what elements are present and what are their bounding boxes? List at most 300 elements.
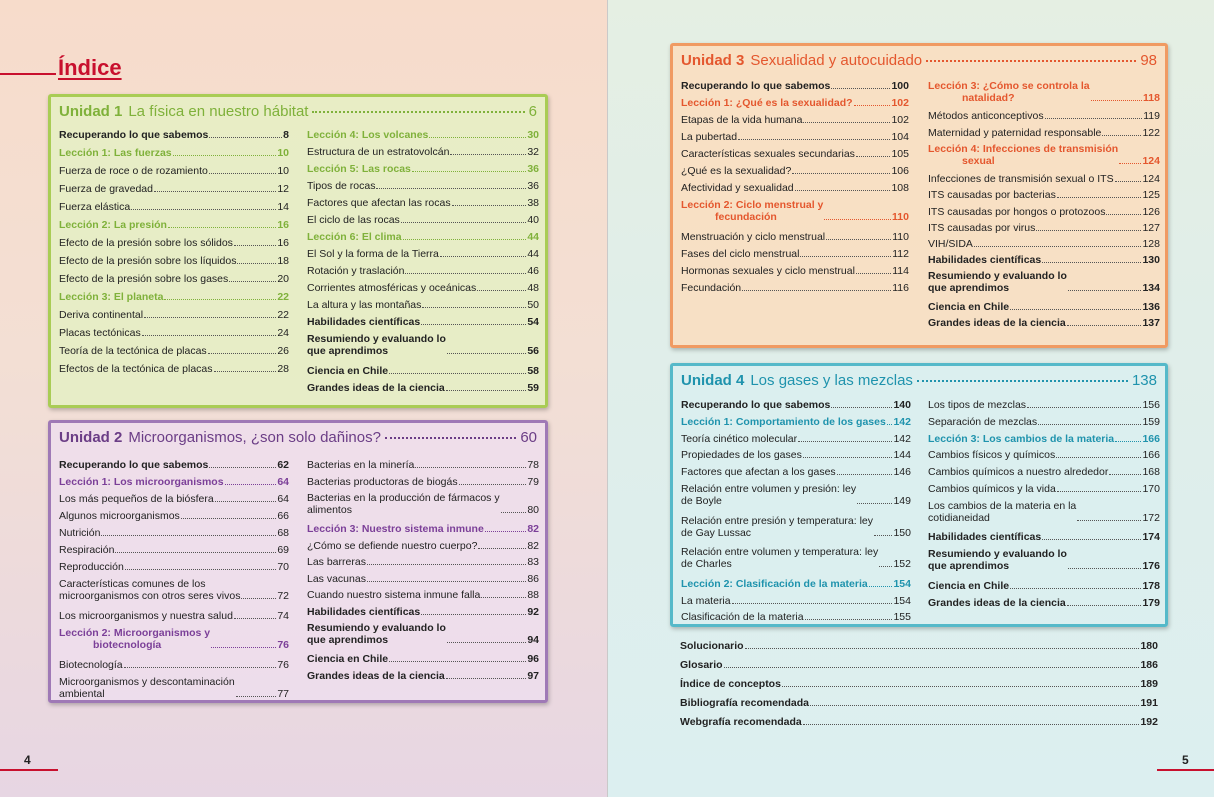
toc-entry-label: Solucionario: [680, 640, 744, 652]
toc-entry[interactable]: [928, 270, 1160, 294]
toc-lesson-entry[interactable]: [59, 291, 289, 303]
toc-entry-page: 142: [893, 432, 911, 445]
toc-entry-page: 10: [277, 165, 289, 177]
toc-entry-label: Recuperando lo que sabemos: [681, 399, 831, 411]
toc-entry-label: La pubertad: [681, 131, 738, 143]
toc-entry-page: 40: [527, 214, 539, 226]
toc-entry-label: ITS causadas por bacterias: [928, 189, 1056, 202]
toc-entry[interactable]: [680, 640, 1158, 652]
toc-entry-label: Resumiendo y evaluando lo que aprendimos: [928, 270, 1067, 295]
toc-entry-label: Lección 1: Comportamiento de los gases: [681, 415, 886, 428]
toc-entry[interactable]: [928, 597, 1160, 609]
toc-entry-page: 114: [892, 265, 909, 277]
toc-entry-page: 149: [893, 495, 911, 507]
toc-entry-label: Fases del ciclo menstrual: [681, 248, 800, 260]
toc-entry-page: 48: [527, 282, 539, 294]
toc-entry-page: 64: [277, 493, 289, 505]
dot-leader: [101, 535, 276, 536]
toc-entry-page: 82: [527, 523, 539, 535]
toc-entry[interactable]: [307, 492, 539, 516]
toc-entry-page: 127: [1142, 221, 1160, 234]
toc-entry-label: El ciclo de las rocas: [307, 214, 400, 226]
toc-entry-label: Grandes ideas de la ciencia: [307, 669, 445, 682]
toc-entry-label: Resumiendo y evaluando lo que aprendimos: [928, 548, 1067, 573]
toc-entry-page: 18: [277, 255, 289, 267]
toc-entry-label: Lección 4: Los volcanes: [307, 129, 429, 141]
toc-entry-page: 180: [1140, 640, 1158, 652]
toc-entry[interactable]: [928, 222, 1160, 234]
toc-entry[interactable]: [307, 589, 539, 601]
toc-entry[interactable]: [681, 282, 909, 294]
toc-entry-label: Grandes ideas de la ciencia: [928, 317, 1066, 329]
dot-leader: [857, 503, 892, 504]
toc-entry-page: 62: [277, 459, 289, 471]
toc-entry[interactable]: [307, 265, 539, 277]
toc-entry-label: Características sexuales secundarias: [681, 148, 855, 160]
toc-entry-page: 189: [1140, 678, 1158, 690]
dot-leader: [131, 209, 276, 210]
toc-entry-page: 125: [1142, 189, 1160, 202]
toc-entry[interactable]: [59, 345, 289, 357]
dot-leader: [795, 190, 891, 191]
toc-entry[interactable]: [307, 573, 539, 585]
toc-entry[interactable]: [59, 510, 289, 522]
toc-entry[interactable]: [928, 548, 1160, 572]
dot-leader: [1067, 325, 1142, 326]
toc-entry[interactable]: [59, 459, 289, 471]
toc-entry-page: 122: [1142, 126, 1160, 139]
dot-leader: [874, 535, 892, 536]
toc-entry-label: ¿Qué es la sexualidad?: [681, 165, 792, 177]
toc-entry[interactable]: [681, 265, 909, 277]
toc-entry[interactable]: [59, 327, 289, 339]
toc-entry[interactable]: [307, 299, 539, 311]
toc-entry-label: Separación de mezclas: [928, 415, 1038, 428]
toc-lesson-entry[interactable]: [681, 199, 909, 223]
toc-entry[interactable]: [59, 610, 289, 622]
toc-entry[interactable]: [307, 622, 539, 646]
toc-entry-page: 8: [283, 129, 289, 141]
toc-entry-label: Lección 5: Las rocas: [307, 163, 411, 175]
title-rule: [0, 73, 56, 75]
toc-entry-page: 150: [893, 526, 911, 539]
dot-leader: [803, 122, 890, 123]
toc-entry-page: 72: [277, 590, 289, 602]
toc-entry[interactable]: [307, 282, 539, 294]
toc-entry[interactable]: [928, 500, 1160, 524]
toc-entry-page: 174: [1142, 531, 1160, 544]
toc-entry-page: 116: [892, 282, 909, 294]
toc-entry[interactable]: [928, 399, 1160, 411]
toc-entry[interactable]: [59, 676, 289, 700]
dot-leader: [447, 642, 526, 643]
toc-lesson-entry[interactable]: [928, 143, 1160, 167]
toc-lesson-entry[interactable]: [928, 80, 1160, 104]
toc-entry-label: Bacterias en la minería: [307, 459, 415, 471]
unit-1-heading[interactable]: [59, 103, 537, 120]
dot-leader: [803, 457, 893, 458]
toc-entry[interactable]: [307, 382, 539, 394]
toc-entry-page: 78: [527, 459, 539, 471]
toc-entry[interactable]: [59, 183, 289, 195]
toc-entry-label: Grandes ideas de la ciencia: [307, 382, 445, 394]
toc-entry-page: 70: [277, 561, 289, 573]
toc-entry[interactable]: [928, 416, 1160, 428]
dot-leader: [1057, 197, 1142, 198]
toc-entry-label: Cuando nuestro sistema inmune falla: [307, 589, 481, 601]
dot-leader: [1106, 214, 1141, 215]
toc-lesson-entry[interactable]: [307, 523, 539, 535]
toc-entry[interactable]: [59, 659, 289, 671]
toc-entry-label: Habilidades científicas: [928, 531, 1042, 544]
dot-leader: [803, 724, 1140, 725]
toc-entry[interactable]: [681, 611, 911, 623]
toc-entry[interactable]: [928, 238, 1160, 250]
toc-entry[interactable]: [59, 578, 289, 602]
toc-entry-page: 192: [1140, 716, 1158, 728]
toc-entry-label: Cambios químicos y la vida: [928, 483, 1056, 495]
unit-label: Unidad 1: [59, 103, 123, 120]
toc-entry-page: 124: [1142, 173, 1160, 186]
dot-leader: [1109, 474, 1141, 475]
toc-entry-page: 76: [277, 659, 289, 671]
toc-entry[interactable]: [681, 231, 909, 243]
toc-entry[interactable]: [681, 433, 911, 445]
toc-entry-label: Fecundación: [681, 282, 742, 294]
toc-entry[interactable]: [681, 546, 911, 570]
toc-entry-label: Efecto de la presión sobre los líquidos: [59, 255, 237, 267]
toc-lesson-entry[interactable]: [928, 433, 1160, 445]
toc-lesson-entry[interactable]: [59, 476, 289, 488]
toc-entry-label: Habilidades científicas: [307, 316, 421, 328]
dot-leader: [501, 512, 527, 513]
footer-rule: [0, 769, 58, 771]
toc-entry[interactable]: [307, 556, 539, 568]
toc-entry[interactable]: [59, 129, 289, 141]
toc-entry-page: 83: [527, 556, 539, 568]
toc-entry[interactable]: [307, 316, 539, 328]
toc-entry-label: Lección 2: Ciclo menstrual y fecundación: [681, 199, 824, 223]
dot-leader: [429, 137, 526, 138]
toc-entry[interactable]: [680, 678, 1158, 690]
footer-rule: [1157, 769, 1214, 771]
unit-label: Unidad 3: [681, 52, 745, 69]
toc-entry[interactable]: [928, 110, 1160, 122]
toc-entry[interactable]: [681, 114, 909, 126]
toc-entry[interactable]: [307, 214, 539, 226]
dot-leader: [887, 424, 893, 425]
dot-leader: [742, 290, 891, 291]
toc-entry-label: Corrientes atmosféricas y oceánicas: [307, 282, 477, 294]
dot-leader: [452, 205, 527, 206]
toc-entry-label: La altura y las montañas: [307, 299, 422, 311]
toc-entry-page: 140: [893, 399, 911, 411]
dot-leader: [234, 618, 276, 619]
toc-entry-label: Respiración: [59, 544, 115, 556]
toc-entry-page: 155: [893, 611, 911, 624]
toc-entry-page: 134: [1142, 282, 1160, 295]
dot-leader: [389, 661, 526, 662]
toc-entry[interactable]: [681, 399, 911, 411]
toc-entry[interactable]: [681, 466, 911, 478]
toc-entry-page: 137: [1142, 317, 1160, 329]
toc-entry[interactable]: [307, 333, 539, 357]
dot-leader: [1038, 424, 1141, 425]
toc-entry[interactable]: [307, 653, 539, 665]
dot-leader: [229, 281, 276, 282]
toc-entry-label: Etapas de la vida humana: [681, 114, 803, 126]
toc-entry[interactable]: [307, 197, 539, 209]
dot-leader: [1056, 457, 1141, 458]
toc-entry-label: Lección 6: El clima: [307, 231, 402, 243]
toc-entry[interactable]: [59, 255, 289, 267]
toc-entry[interactable]: [59, 273, 289, 285]
dot-leader: [1102, 135, 1141, 136]
toc-entry[interactable]: [680, 697, 1158, 709]
dot-leader: [389, 373, 526, 374]
toc-entry[interactable]: [928, 449, 1160, 461]
page-title: Índice: [58, 55, 122, 80]
toc-entry-label: Bacterias productoras de biogás: [307, 475, 458, 488]
toc-entry-label: Habilidades científicas: [928, 254, 1042, 267]
dot-leader: [1027, 407, 1141, 408]
toc-entry-label: Placas tectónicas: [59, 327, 141, 339]
toc-entry[interactable]: [307, 606, 539, 618]
dot-leader: [412, 171, 526, 172]
toc-entry-label: Menstruación y ciclo menstrual: [681, 231, 826, 243]
dot-leader: [125, 569, 277, 570]
toc-entry[interactable]: [928, 580, 1160, 592]
toc-entry-label: Ciencia en Chile: [928, 300, 1010, 313]
unit-title: Sexualidad y autocuidado: [750, 52, 923, 69]
dot-leader: [1115, 441, 1141, 442]
dot-leader: [181, 518, 277, 519]
toc-entry-page: 14: [277, 201, 289, 213]
dot-leader: [208, 353, 277, 354]
dot-leader: [415, 467, 526, 468]
toc-entry[interactable]: [928, 483, 1160, 495]
toc-entry-page: 16: [277, 219, 289, 231]
toc-entry-page: 166: [1142, 432, 1160, 445]
toc-entry-page: 96: [527, 653, 539, 665]
toc-entry-label: Relación entre presión y temperatura: ley de Gay Lussac: [681, 514, 874, 539]
dot-leader: [1010, 588, 1141, 589]
toc-entry[interactable]: [681, 165, 909, 177]
dot-leader: [478, 548, 526, 549]
toc-entry-page: 80: [527, 504, 539, 516]
toc-entry[interactable]: [307, 540, 539, 552]
toc-entry[interactable]: [681, 148, 909, 160]
toc-entry-label: Teoría de la tectónica de placas: [59, 345, 207, 357]
toc-entry[interactable]: [928, 317, 1160, 329]
toc-lesson-entry[interactable]: [59, 627, 289, 651]
toc-entry-page: 30: [527, 129, 539, 141]
toc-entry[interactable]: [59, 309, 289, 321]
toc-entry-label: Las vacunas: [307, 572, 366, 585]
unit-3-heading[interactable]: [681, 52, 1157, 69]
dot-leader: [211, 647, 276, 648]
toc-entry[interactable]: [681, 131, 909, 143]
toc-entry[interactable]: [59, 493, 289, 505]
toc-entry-label: Efecto de la presión sobre los gases: [59, 273, 229, 285]
toc-entry-label: Maternidad y paternidad responsable: [928, 126, 1102, 139]
dot-leader: [447, 353, 526, 354]
dot-leader: [1010, 309, 1141, 310]
dot-leader: [209, 137, 282, 138]
dot-leader: [1115, 181, 1142, 182]
toc-entry-page: 46: [527, 265, 539, 277]
toc-entry-page: 50: [527, 299, 539, 311]
toc-lesson-entry[interactable]: [681, 97, 909, 109]
toc-entry-label: Estructura de un estratovolcán: [307, 146, 450, 158]
unit-label: Unidad 4: [681, 372, 745, 389]
unit-2-heading[interactable]: [59, 429, 537, 446]
toc-lesson-entry[interactable]: [59, 147, 289, 159]
toc-entry-label: Habilidades científicas: [307, 605, 421, 618]
toc-entry-label: Fuerza elástica: [59, 201, 131, 213]
toc-entry[interactable]: [928, 206, 1160, 218]
toc-entry[interactable]: [681, 483, 911, 507]
toc-entry-page: 128: [1142, 238, 1160, 250]
toc-entry[interactable]: [307, 476, 539, 488]
toc-entry[interactable]: [681, 515, 911, 539]
dot-leader: [440, 256, 526, 257]
toc-entry[interactable]: [928, 189, 1160, 201]
toc-entry[interactable]: [307, 248, 539, 260]
toc-entry[interactable]: [680, 716, 1158, 728]
toc-entry-page: 172: [1142, 511, 1160, 524]
toc-entry-label: Recuperando lo que sabemos: [681, 80, 831, 92]
dot-leader: [477, 290, 526, 291]
dot-leader: [173, 155, 277, 156]
dot-leader: [1036, 230, 1141, 231]
toc-lesson-entry[interactable]: [307, 231, 539, 243]
toc-entry-label: Webgrafía recomendada: [680, 716, 802, 728]
dot-leader: [401, 222, 527, 223]
toc-entry-page: 22: [277, 309, 289, 321]
dot-leader: [485, 531, 527, 532]
toc-entry[interactable]: [928, 301, 1160, 313]
toc-entry[interactable]: [307, 365, 539, 377]
toc-entry-page: 69: [277, 544, 289, 556]
toc-lesson-entry[interactable]: [681, 578, 911, 590]
toc-entry-label: Hormonas sexuales y ciclo menstrual: [681, 265, 855, 277]
toc-entry-label: Los cambios de la materia en la cotidianeidad: [928, 499, 1077, 524]
dot-leader: [144, 317, 276, 318]
toc-entry[interactable]: [59, 165, 289, 177]
toc-entry[interactable]: [307, 670, 539, 682]
toc-entry-page: 36: [527, 163, 539, 175]
toc-entry-page: 108: [891, 182, 909, 194]
toc-entry-label: Ciencia en Chile: [307, 653, 389, 665]
dot-leader: [732, 603, 893, 604]
dot-leader: [1091, 100, 1142, 101]
toc-entry-label: Los más pequeños de la biósfera: [59, 493, 214, 505]
toc-entry[interactable]: [681, 182, 909, 194]
toc-entry[interactable]: [59, 201, 289, 213]
toc-entry[interactable]: [59, 544, 289, 556]
toc-entry-page: 56: [527, 345, 539, 357]
dot-leader: [168, 227, 276, 228]
toc-entry[interactable]: [59, 363, 289, 375]
toc-lesson-entry[interactable]: [307, 163, 539, 175]
dot-leader: [792, 173, 890, 174]
dot-leader: [810, 705, 1140, 706]
dot-leader: [782, 686, 1140, 687]
toc-entry-label: Teoría cinético molecular: [681, 432, 798, 445]
toc-entry-label: Cambios físicos y químicos: [928, 449, 1056, 462]
toc-entry[interactable]: [681, 449, 911, 461]
toc-entry[interactable]: [307, 180, 539, 192]
toc-entry[interactable]: [928, 466, 1160, 478]
dot-leader: [974, 246, 1142, 247]
dot-leader: [421, 324, 526, 325]
toc-entry[interactable]: [928, 254, 1160, 266]
toc-entry[interactable]: [681, 595, 911, 607]
toc-entry[interactable]: [307, 459, 539, 471]
toc-lesson-entry[interactable]: [59, 219, 289, 231]
dot-leader: [225, 484, 277, 485]
toc-lesson-entry[interactable]: [681, 416, 911, 428]
toc-entry-label: Lección 2: Microorganismos y biotecnología: [59, 627, 211, 651]
toc-entry-page: 58: [527, 365, 539, 377]
toc-entry-page: 179: [1142, 596, 1160, 609]
toc-entry-label: Bibliografía recomendada: [680, 697, 809, 709]
toc-entry-page: 102: [891, 114, 909, 126]
dot-leader: [869, 586, 893, 587]
dot-leader: [481, 597, 526, 598]
toc-entry-page: 110: [892, 231, 909, 243]
unit-4-heading[interactable]: [681, 372, 1157, 389]
toc-entry-page: 144: [893, 449, 911, 462]
toc-entry-page: 126: [1142, 205, 1160, 218]
dot-leader: [403, 239, 527, 240]
toc-entry-label: Ciencia en Chile: [307, 365, 389, 377]
dot-leader: [1057, 491, 1142, 492]
toc-entry-label: Lección 3: ¿Cómo se controla la natalidad?: [928, 80, 1090, 104]
dot-leader: [450, 154, 526, 155]
toc-entry-page: 38: [527, 197, 539, 209]
dot-leader: [209, 173, 276, 174]
toc-entry-label: Efecto de la presión sobre los sólidos: [59, 237, 233, 249]
toc-entry-label: Resumiendo y evaluando lo que aprendimos: [307, 333, 446, 357]
toc-entry[interactable]: [681, 80, 909, 92]
toc-entry[interactable]: [307, 146, 539, 158]
dot-leader: [1119, 163, 1141, 164]
toc-entry-label: El Sol y la forma de la Tierra: [307, 248, 439, 260]
toc-lesson-entry[interactable]: [307, 129, 539, 141]
toc-entry-page: 79: [527, 475, 539, 488]
toc-entry-page: 176: [1142, 560, 1160, 573]
dot-leader: [142, 335, 277, 336]
toc-entry[interactable]: [59, 527, 289, 539]
toc-entry-label: ITS causadas por hongos o protozoos: [928, 205, 1106, 218]
dot-leader: [446, 678, 527, 679]
toc-entry[interactable]: [59, 561, 289, 573]
toc-entry-label: Recuperando lo que sabemos: [59, 459, 209, 471]
toc-entry-label: Algunos microorganismos: [59, 510, 180, 522]
toc-entry-label: Lección 1: ¿Qué es la sexualidad?: [681, 97, 853, 109]
toc-entry[interactable]: [680, 659, 1158, 671]
toc-entry-page: 191: [1140, 697, 1158, 709]
toc-entry[interactable]: [681, 248, 909, 260]
toc-entry[interactable]: [928, 173, 1160, 185]
toc-entry[interactable]: [928, 531, 1160, 543]
unit-page: 98: [1140, 52, 1157, 69]
toc-entry-label: Resumiendo y evaluando lo que aprendimos: [307, 622, 446, 646]
toc-entry[interactable]: [59, 237, 289, 249]
toc-entry[interactable]: [928, 127, 1160, 139]
